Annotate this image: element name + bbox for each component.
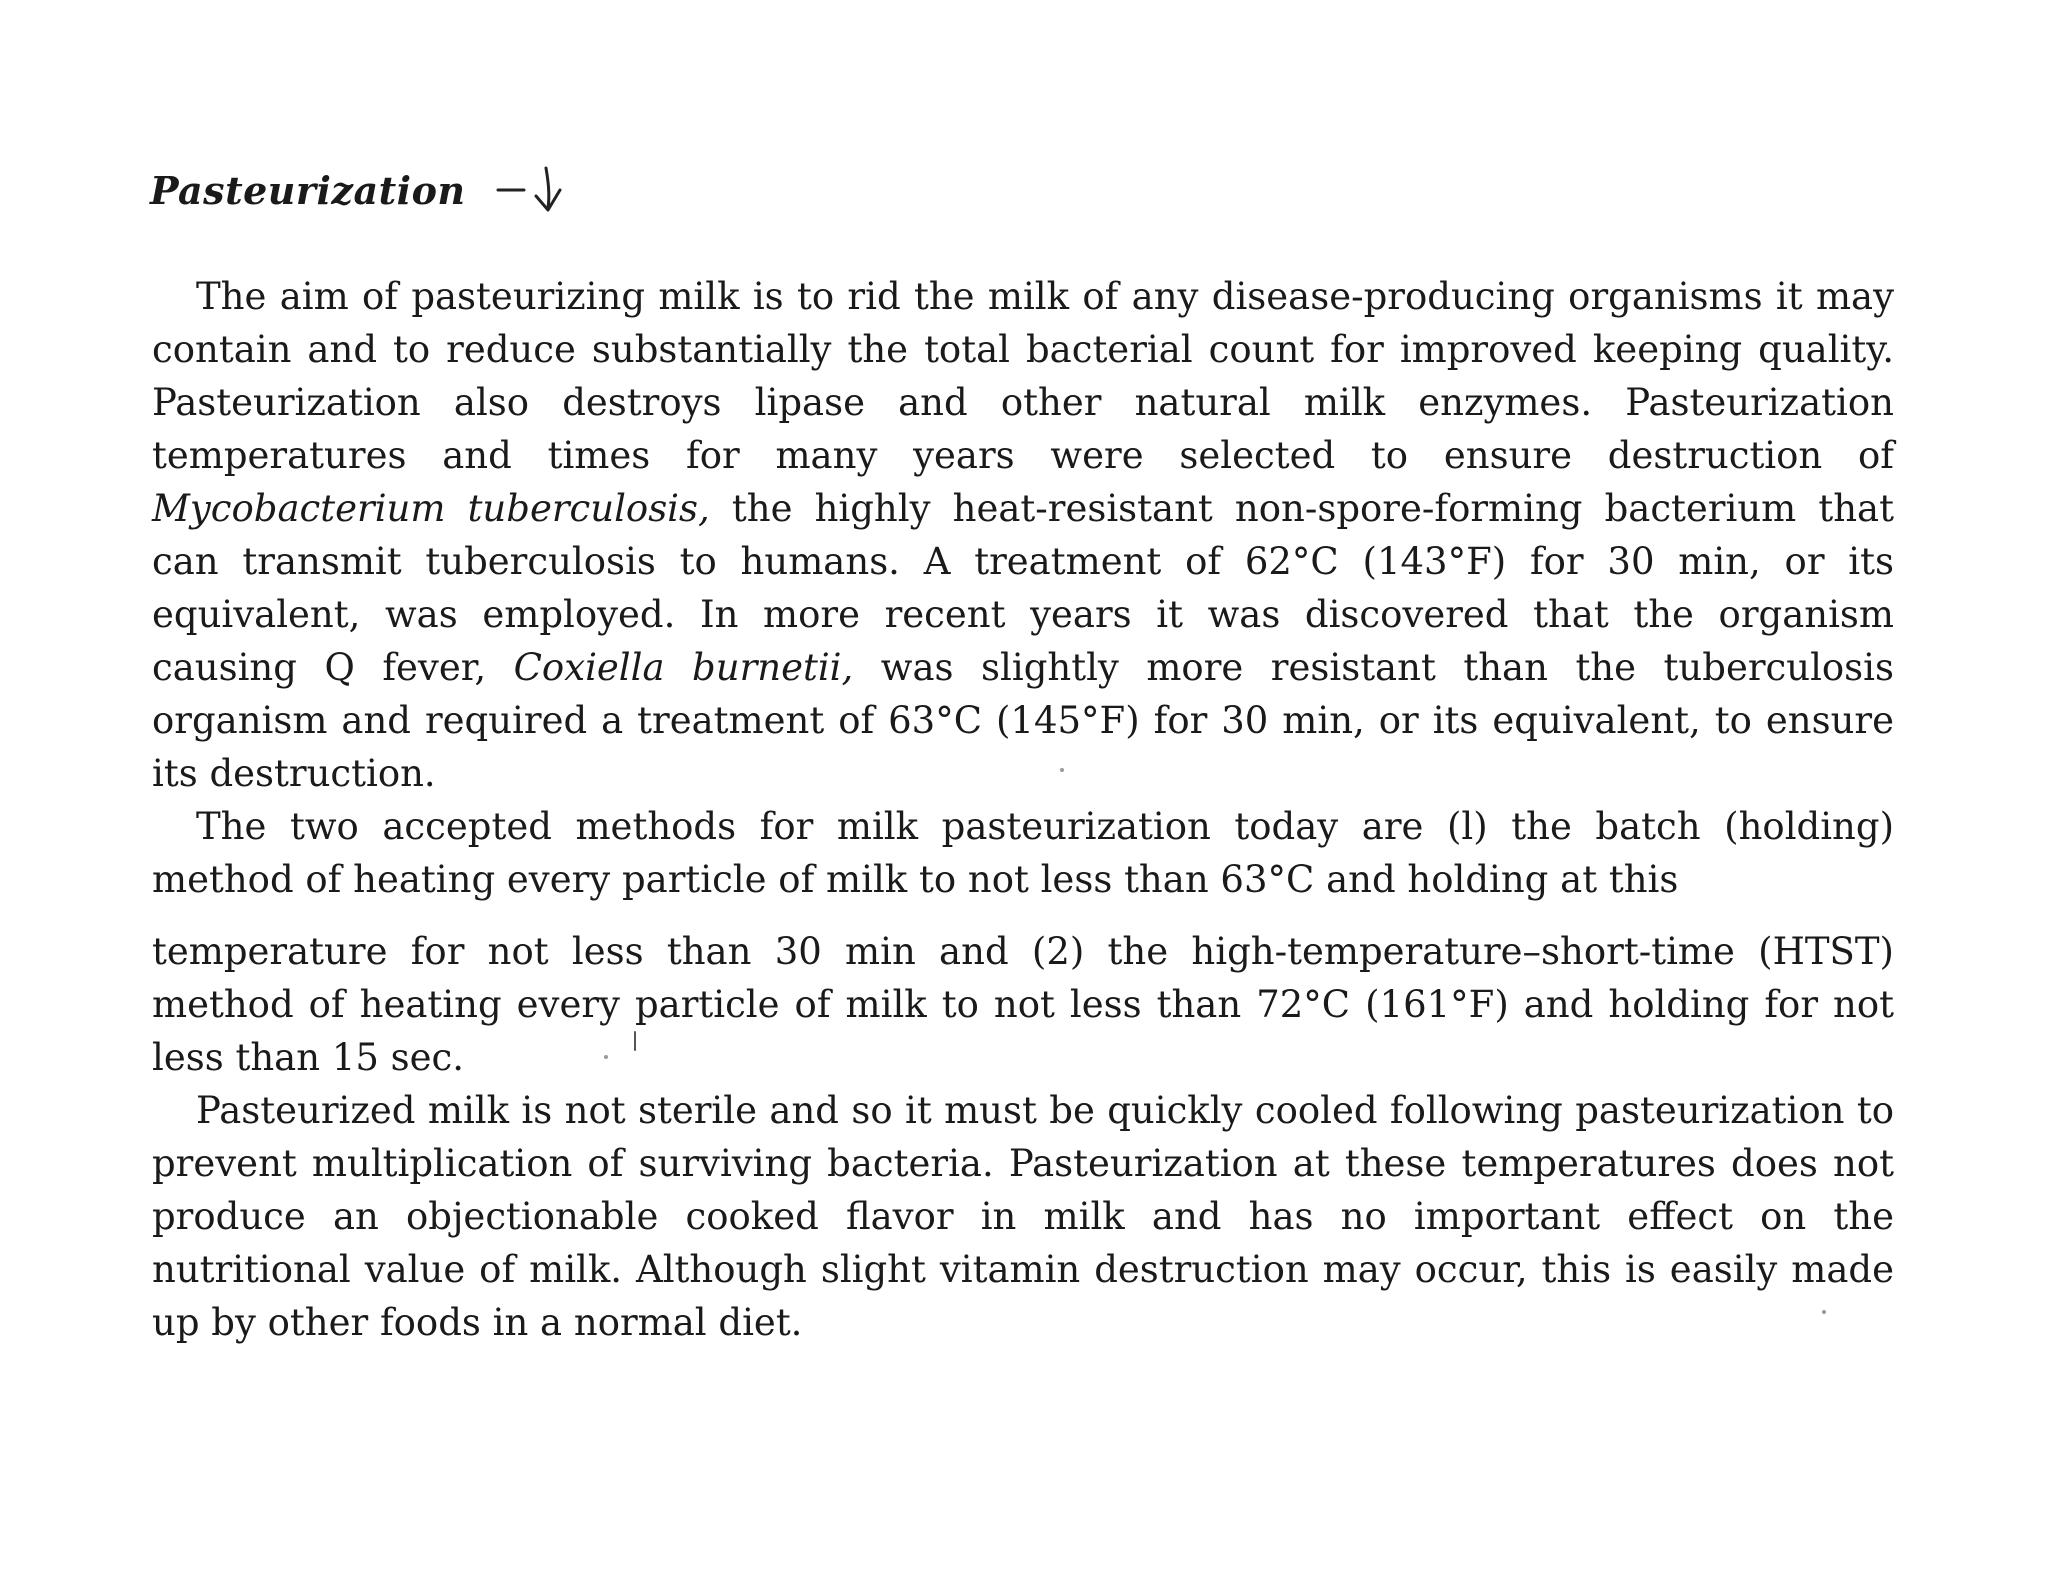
heading-text: Pasteurization bbox=[150, 167, 466, 213]
text-block-lower bbox=[152, 925, 1894, 1349]
species-name-mycobacterium: Mycobacterium tuberculosis, bbox=[152, 487, 710, 530]
paragraph-text: The aim of pasteurizing milk is to rid the milk of any disease-producing organisms it may contain and to reduce substantially the total bacterial count for improved keeping quality. Pasteurization also destroys lipase and other natural milk enzymes. Pasteurization temperatures and times for many years were selected to ensure destruction of bbox=[152, 275, 1894, 477]
handwritten-arrow-icon bbox=[494, 160, 594, 220]
text-block-upper bbox=[152, 270, 1894, 906]
paragraph-text: the highly heat-resistant non-spore-forming bacterium that can transmit tuberculosis to humans. A treatment of 62°C (143°F) for 30 min, or its equivalent, was employed. In more recent years it was discovered that the organism causing Q fever, bbox=[152, 487, 1894, 689]
species-name-coxiella: Coxiella burnetii, bbox=[513, 646, 854, 689]
paragraph-pasteurization-aim bbox=[152, 270, 1894, 800]
scan-speck-icon bbox=[1060, 768, 1064, 772]
section-heading bbox=[150, 160, 594, 220]
scan-speck-icon bbox=[604, 1055, 608, 1059]
paragraph-text: was slightly more resistant than the tuberculosis organism and required a treatment of 63°C (145°F) for 30 min, or its equivalent, to ensure its destruction. bbox=[152, 646, 1894, 795]
stray-mark-icon bbox=[628, 1030, 642, 1070]
paragraph-methods-start: The two accepted methods for milk pasteurization today are (l) the batch (holding) method of heating every particle of milk to not less than 63°C and holding at this bbox=[152, 805, 1894, 901]
paragraph-methods-continued: temperature for not less than 30 min and (2) the high-temperature–short-time (HTST) method of heating every particle of milk to not less than 72°C (161°F) and holding for not less than 15 sec. bbox=[152, 930, 1894, 1079]
scan-speck-icon bbox=[1822, 1310, 1826, 1314]
paragraph-cooling: Pasteurized milk is not sterile and so it must be quickly cooled following pasteurization to prevent multiplication of surviving bacteria. Pasteurization at these temperatures does not produce an objectionable cooked flavor in milk and has no important effect on the nutritional value of milk. Although slight vitamin destruction may occur, this is easily made up by other foods in a normal diet. bbox=[152, 1089, 1894, 1344]
